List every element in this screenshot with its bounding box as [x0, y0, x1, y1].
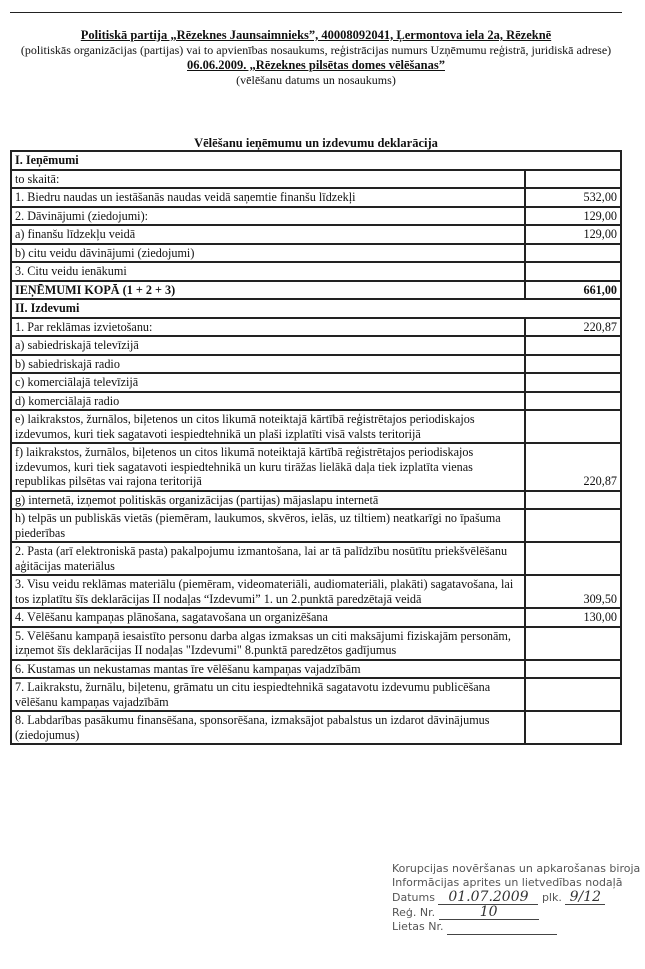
row-amount — [525, 355, 621, 374]
table-row — [11, 443, 621, 491]
table-row — [11, 608, 621, 627]
row-amount — [525, 509, 621, 542]
row-label: b) citu veidu dāvinājumi (ziedojumi) — [11, 244, 525, 263]
table-row — [11, 627, 621, 660]
row-amount — [525, 410, 621, 443]
row-amount: 661,00 — [525, 281, 621, 300]
row-label: g) internetā, izņemot politiskās organizācijas (partijas) mājaslapu internetā — [11, 491, 525, 510]
stamp-pages-value: 9/12 — [565, 890, 605, 905]
total-row — [11, 281, 621, 300]
row-amount: 220,87 — [525, 318, 621, 337]
table-row — [11, 491, 621, 510]
party-caption: (politiskās organizācijas (partijas) vai to apvienības nosaukums, reģistrācijas numurs Uzņēmumu reģistrā, juridiskā adrese) — [20, 43, 612, 57]
party-line: Politiskā partija „Rēzeknes Jaunsaimnieks”, 40008092041, Ļermontova iela 2a, Rēzeknē — [80, 28, 552, 42]
document-title: Vēlēšanu ieņēmumu un izdevumu deklarācija — [194, 136, 438, 150]
row-label: 2. Pasta (arī elektroniskā pasta) pakalpojumu izmantošana, lai ar tā palīdzību nosūtītu priekšvēlēšanu aģitācijas materiālus — [11, 542, 525, 575]
table-row — [11, 225, 621, 244]
row-label: 4. Vēlēšanu kampaņas plānošana, sagatavošana un organizēšana — [11, 608, 525, 627]
row-amount: 130,00 — [525, 608, 621, 627]
table-row — [11, 318, 621, 337]
stamp-case-row — [392, 920, 642, 935]
row-amount — [525, 491, 621, 510]
row-label: 8. Labdarības pasākumu finansēšana, sponsorēšana, izmaksājot pabalstus un izdarot dāvinājumus (ziedojumus) — [11, 711, 525, 744]
stamp-line-2: Informācijas aprites un lietvedības nodaļā — [392, 876, 623, 889]
row-label: 3. Citu veidu ienākumi — [11, 262, 525, 281]
row-label: h) telpās un publiskās vietās (piemēram, laukumos, skvēros, ielās, uz tiltiem) neatkarīgi no īpašuma piederības — [11, 509, 525, 542]
table-row — [11, 373, 621, 392]
row-label: 1. Biedru naudas un iestāšanās naudas veidā saņemtie finanšu līdzekļi — [11, 188, 525, 207]
stamp-date-row — [392, 890, 642, 905]
row-amount — [525, 711, 621, 744]
row-amount: 532,00 — [525, 188, 621, 207]
table-row — [11, 575, 621, 608]
declaration-table — [10, 150, 622, 745]
stamp-case-label: Lietas Nr. — [392, 920, 444, 933]
table-row — [11, 392, 621, 411]
row-amount — [525, 660, 621, 679]
table-row — [11, 188, 621, 207]
row-label: 3. Visu veidu reklāmas materiālu (piemēram, videomateriāli, audiomateriāli, plakāti) sagatavošana, lai tos izplatītu šīs deklarācijas II nodaļas “Izdevumi” 1. un 2.punktā paredzētajā veidā — [11, 575, 525, 608]
table-row — [11, 244, 621, 263]
row-amount: 129,00 — [525, 207, 621, 226]
election-line: 06.06.2009. „Rēzeknes pilsētas domes vēlēšanas” — [187, 58, 445, 72]
top-rule — [10, 12, 622, 13]
table-row — [11, 509, 621, 542]
stamp-line-1: Korupcijas novēršanas un apkarošanas biroja — [392, 862, 641, 875]
row-amount — [525, 170, 621, 189]
row-label: d) komerciālajā radio — [11, 392, 525, 411]
row-label: 7. Laikrakstu, žurnālu, biļetenu, grāmatu un citu iespiedtehnikā sagatavotu izdevumu publicēšana vēlēšanu kampaņas vajadzībām — [11, 678, 525, 711]
row-label: II. Izdevumi — [11, 299, 621, 318]
row-amount — [525, 373, 621, 392]
row-label: I. Ieņēmumi — [11, 151, 621, 170]
table-row — [11, 678, 621, 711]
stamp-pages-label: plk. — [541, 891, 562, 904]
stamp-case-value — [447, 920, 557, 935]
row-amount — [525, 262, 621, 281]
table-row — [11, 410, 621, 443]
table-row — [11, 336, 621, 355]
row-label: 5. Vēlēšanu kampaņā iesaistīto personu darba algas izmaksas un citi maksājumi fiziskajām personām, izņemot šīs deklarācijas II nodaļas "Izdevumi" 8.punktā paredzētos gadījumus — [11, 627, 525, 660]
row-amount: 220,87 — [525, 443, 621, 491]
row-label: b) sabiedriskajā radio — [11, 355, 525, 374]
row-amount — [525, 392, 621, 411]
row-label: e) laikrakstos, žurnālos, biļetenos un citos likumā noteiktajā kārtībā reģistrētajos periodiskajos izdevumos, kuri tiek sagatavoti iespiedtehnikā un plaši izplatīti visā valsts teritorijā — [11, 410, 525, 443]
row-amount — [525, 336, 621, 355]
stamp-date-label: Datums — [392, 891, 435, 904]
row-label: IEŅĒMUMI KOPĀ (1 + 2 + 3) — [11, 281, 525, 300]
row-label: f) laikrakstos, žurnālos, biļetenos un citos likumā noteiktajā kārtībā reģistrētajos periodiskajos izdevumos, kuri tiek sagatavoti iespiedtehnikā un kuru tirāžas lielākā daļa tiek izplatīta vienas republikas pilsētas vai rajona teritorijā — [11, 443, 525, 491]
section-row — [11, 151, 621, 170]
document-header — [10, 28, 622, 88]
row-amount — [525, 627, 621, 660]
row-amount — [525, 244, 621, 263]
table-row — [11, 660, 621, 679]
row-label: to skaitā: — [11, 170, 525, 189]
row-label: 6. Kustamas un nekustamas mantas īre vēlēšanu kampaņas vajadzībām — [11, 660, 525, 679]
table-row — [11, 170, 621, 189]
table-row — [11, 355, 621, 374]
row-label: 2. Dāvinājumi (ziedojumi): — [11, 207, 525, 226]
election-caption: (vēlēšanu datums un nosaukums) — [236, 73, 396, 87]
row-amount: 309,50 — [525, 575, 621, 608]
row-amount: 129,00 — [525, 225, 621, 244]
stamp-reg-label: Reģ. Nr. — [392, 906, 436, 919]
table-row — [11, 542, 621, 575]
row-amount — [525, 678, 621, 711]
row-label: c) komerciālajā televīzijā — [11, 373, 525, 392]
stamp-reg-value: 10 — [439, 905, 539, 920]
stamp-date-value: 01.07.2009 — [438, 890, 538, 905]
table-row — [11, 711, 621, 744]
section-row — [11, 299, 621, 318]
row-label: 1. Par reklāmas izvietošanu: — [11, 318, 525, 337]
row-label: a) sabiedriskajā televīzijā — [11, 336, 525, 355]
row-label: a) finanšu līdzekļu veidā — [11, 225, 525, 244]
registration-stamp — [392, 862, 642, 935]
stamp-reg-row — [392, 905, 642, 920]
table-row — [11, 207, 621, 226]
table-row — [11, 262, 621, 281]
row-amount — [525, 542, 621, 575]
